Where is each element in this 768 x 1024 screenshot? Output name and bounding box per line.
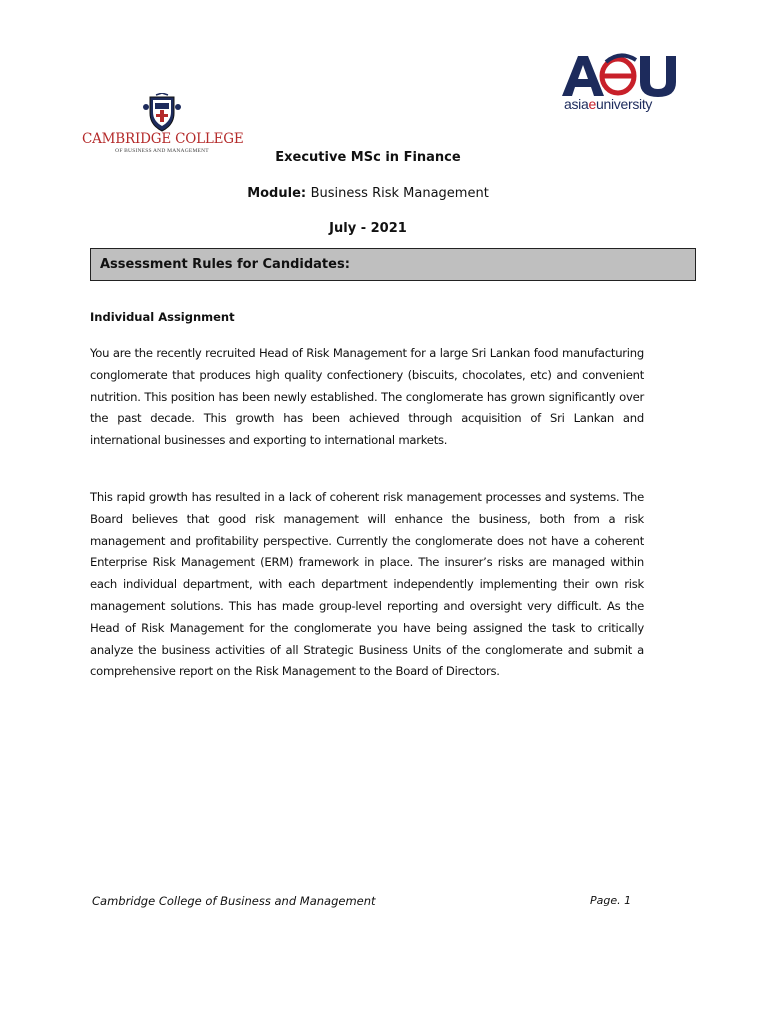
paragraph: You are the recently recruited Head of Risk Management for a large Sri Lankan food manufacturing conglomerate that produces high quality confectionery (biscuits, chocolates, etc) and convenient nutrition. This position has been newly established. The conglomerate has grown significantly over the past decade. This growth has been achieved through acquisition of Sri Lankan and international businesses and exporting to international markets. bbox=[90, 346, 644, 448]
cambridge-college-subtitle: OF BUSINESS AND MANAGEMENT bbox=[115, 148, 209, 154]
aeu-wordmark bbox=[564, 96, 652, 112]
date-line: July - 2021 bbox=[329, 221, 407, 236]
module-label: Module: bbox=[247, 186, 307, 201]
module-line bbox=[90, 186, 646, 201]
cambridge-crest-icon bbox=[142, 93, 182, 133]
page-number: Page. 1 bbox=[590, 894, 632, 907]
section-subheading: Individual Assignment bbox=[90, 310, 235, 324]
assessment-rules-box bbox=[90, 248, 696, 281]
module-name: Business Risk Management bbox=[310, 186, 489, 201]
assessment-rules-title: Assessment Rules for Candidates: bbox=[100, 257, 350, 272]
asia-e-university-logo bbox=[560, 52, 682, 116]
cambridge-college-logo bbox=[82, 93, 242, 157]
aeu-wordmark-prefix: asia bbox=[564, 96, 589, 112]
aeu-wordmark-suffix: university bbox=[595, 96, 653, 112]
program-title: Executive MSc in Finance bbox=[275, 150, 461, 165]
paragraph: This rapid growth has resulted in a lack of coherent risk management processes and systems. The Board believes that good risk management will enhance the business, both from a risk management and profitability perspective. Currently the conglomerate does not have a coherent Enterprise Risk Management (ERM) framework in place. The insurer’s risks are managed within each individual department, with each department independently implementing their own risk management solutions. This has made group-level reporting and oversight very difficult. As the Head of Risk Management for the conglomerate you have being assigned the task to critically analyze the business activities of all Strategic Business Units of the conglomerate and submit a comprehensive report on the Risk Management to the Board of Directors. bbox=[90, 490, 644, 679]
footer-institution: Cambridge College of Business and Management bbox=[92, 894, 376, 908]
cambridge-college-name: CAMBRIDGE COLLEGE bbox=[82, 131, 244, 147]
aeu-wordmark-e: e bbox=[588, 96, 596, 112]
aeu-logo-mark bbox=[560, 52, 682, 98]
